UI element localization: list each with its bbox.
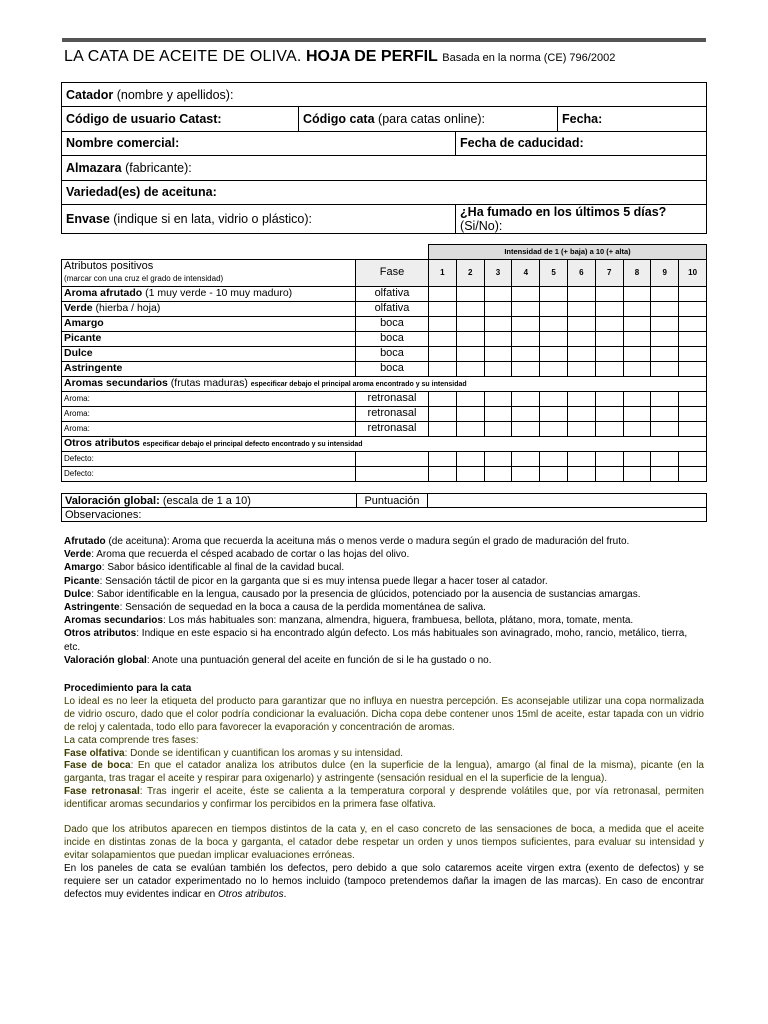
fecha-field[interactable]: Fecha: <box>558 107 707 131</box>
title-rule <box>62 38 706 42</box>
row-otros-header: Otros atributos especificar debajo el principal defecto encontrado y su intensidad <box>62 436 707 451</box>
global-table <box>61 493 707 522</box>
almazara-field[interactable]: Almazara (fabricante): <box>62 156 707 180</box>
row-amargo: Amargo boca <box>62 316 707 331</box>
puntuacion-label: Puntuación <box>357 494 428 508</box>
scale-1: 1 <box>429 259 457 286</box>
positivos-header: Atributos positivos (marcar con una cruz el grado de intensidad) <box>62 259 356 286</box>
fumado-field[interactable]: ¿Ha fumado en los últimos 5 días? (Si/No): <box>456 204 707 233</box>
row-astringente: Astringente boca <box>62 361 707 376</box>
intensity-header: Intensidad de 1 (+ baja) a 10 (+ alta) <box>429 245 707 260</box>
row-defecto-1: Defecto: <box>62 451 707 466</box>
fecha-caducidad-field[interactable]: Fecha de caducidad: <box>456 131 707 155</box>
scale-2: 2 <box>456 259 484 286</box>
attributes-table <box>61 244 707 482</box>
page-title <box>64 48 615 66</box>
row-aroma-2: Aroma: retronasal <box>62 406 707 421</box>
row-aroma-1: Aroma: retronasal <box>62 391 707 406</box>
definitions: Afrutado (de aceituna): Aroma que recuerda la aceituna más o menos verde o madura según el grado de maduración del fruto. Verde: Aroma que recuerda el césped acabado de cortar o las hojas del olivo. Amargo: Sabor básico identificable al final de la cavidad bucal. Picante: Sensación táctil de picor en la garganta que si es muy intensa puede llegar a hacer toser al catador. Dulce: Sabor identificable en la lengua, causado por la presencia de glúcidos, potenciado por la ausencia de sustancias amargas. Astringente: Sensación de sequedad en la boca a causa de la perdida momentánea de saliva. Aromas secundarios: Los más habituales son: manzana, almendra, higuera, frambuesa, bellota, plátano, mora, tomate, menta. Otros atributos: Indique en este espacio si ha encontrado algún defecto. Los más habituales son avinagrado, moho, rancio, metálico, tierra, etc. Valoración global: Anote una puntuación general del aceite en función de si le ha gustado o no. <box>64 536 688 666</box>
scale-9: 9 <box>651 259 679 286</box>
scale-3: 3 <box>484 259 512 286</box>
scale-7: 7 <box>595 259 623 286</box>
scale-10: 10 <box>679 259 707 286</box>
puntuacion-input[interactable] <box>428 494 707 508</box>
codigo-cata-field[interactable]: Código cata (para catas online): <box>299 107 558 131</box>
row-defecto-2: Defecto: <box>62 466 707 481</box>
scale-8: 8 <box>623 259 651 286</box>
taster-info-table <box>61 82 707 234</box>
row-dulce: Dulce boca <box>62 346 707 361</box>
procedure-title: Procedimiento para la cata <box>64 683 192 694</box>
row-secundarios-header: Aromas secundarios (frutas maduras) especificar debajo el principal aroma encontrado y su intensidad <box>62 376 707 391</box>
envase-field[interactable]: Envase (indique si en lata, vidrio o plástico): <box>62 204 456 233</box>
row-picante: Picante boca <box>62 331 707 346</box>
scale-5: 5 <box>540 259 568 286</box>
nombre-comercial-field[interactable]: Nombre comercial: <box>62 131 456 155</box>
variedad-field[interactable]: Variedad(es) de aceituna: <box>62 180 707 204</box>
row-afrutado: Aroma afrutado (1 muy verde - 10 muy maduro) olfativa <box>62 286 707 301</box>
title-main: LA CATA DE ACEITE DE OLIVA. <box>64 48 302 65</box>
valoracion-label: Valoración global: (escala de 1 a 10) <box>62 494 357 508</box>
scale-6: 6 <box>567 259 595 286</box>
title-subtitle: Basada en la norma (CE) 796/2002 <box>442 52 616 64</box>
scale-4: 4 <box>512 259 540 286</box>
procedure: Procedimiento para la cata Lo ideal es no leer la etiqueta del producto para garantizar que no influya en nuestra percepción. Es aconsejable utilizar una copa normalizada de vidrio oscuro, dado que el color podría condicionar la evaluación. Dicha copa debe contener unos 15ml de aceite, estar tapada con un vidrio de reloj y calentada, todo ello para favorecer la evaporación y concentración de aromas. La cata comprende tres fases: Fase olfativa: Donde se identifican y cuantifican los aromas y su intensidad. Fase de boca: En que el catador analiza los atributos dulce (en la superficie de la lengua), amargo (al final de la misma), picante (en la garganta, tras tragar el aceite y respirar para oxigenarlo) y astringente (sensación residual en el la superficie de la lengua). Fase retronasal: Tras ingerir el aceite, éste se calienta a la temperatura corporal y desprende volátiles que, por vía retronasal, permiten identificar aromas secundarios y confirmar los percibidos en la primera fase olfativa. Dado que los atributos aparecen en tiempos distintos de la cata y, en el caso concreto de las sensaciones de boca, a medida que el aceite incide en distintas zonas de la boca y garganta, el catador debe respetar un orden y unos tiempos suficientes, para evaluar su intensidad y evitar solapamientos que puedan implicar evaluaciones erróneas. En los paneles de cata se evalúan también los defectos, pero debido a que solo cataremos aceite virgen extra (exento de defectos) y se requiere ser un catador experimentado no lo hemos incluido (tampoco pretendemos dañar la imagen de las marcas). En caso de encontrar defectos muy evidentes indicar en Otros atributos. <box>64 683 704 900</box>
catador-field[interactable]: Catador (nombre y apellidos): <box>62 83 707 107</box>
codigo-usuario-field[interactable]: Código de usuario Catast: <box>62 107 299 131</box>
title-bold: HOJA DE PERFIL <box>305 48 438 65</box>
fase-header: Fase <box>356 259 429 286</box>
row-verde: Verde (hierba / hoja) olfativa <box>62 301 707 316</box>
row-aroma-3: Aroma: retronasal <box>62 421 707 436</box>
observaciones-field[interactable]: Observaciones: <box>62 508 707 522</box>
